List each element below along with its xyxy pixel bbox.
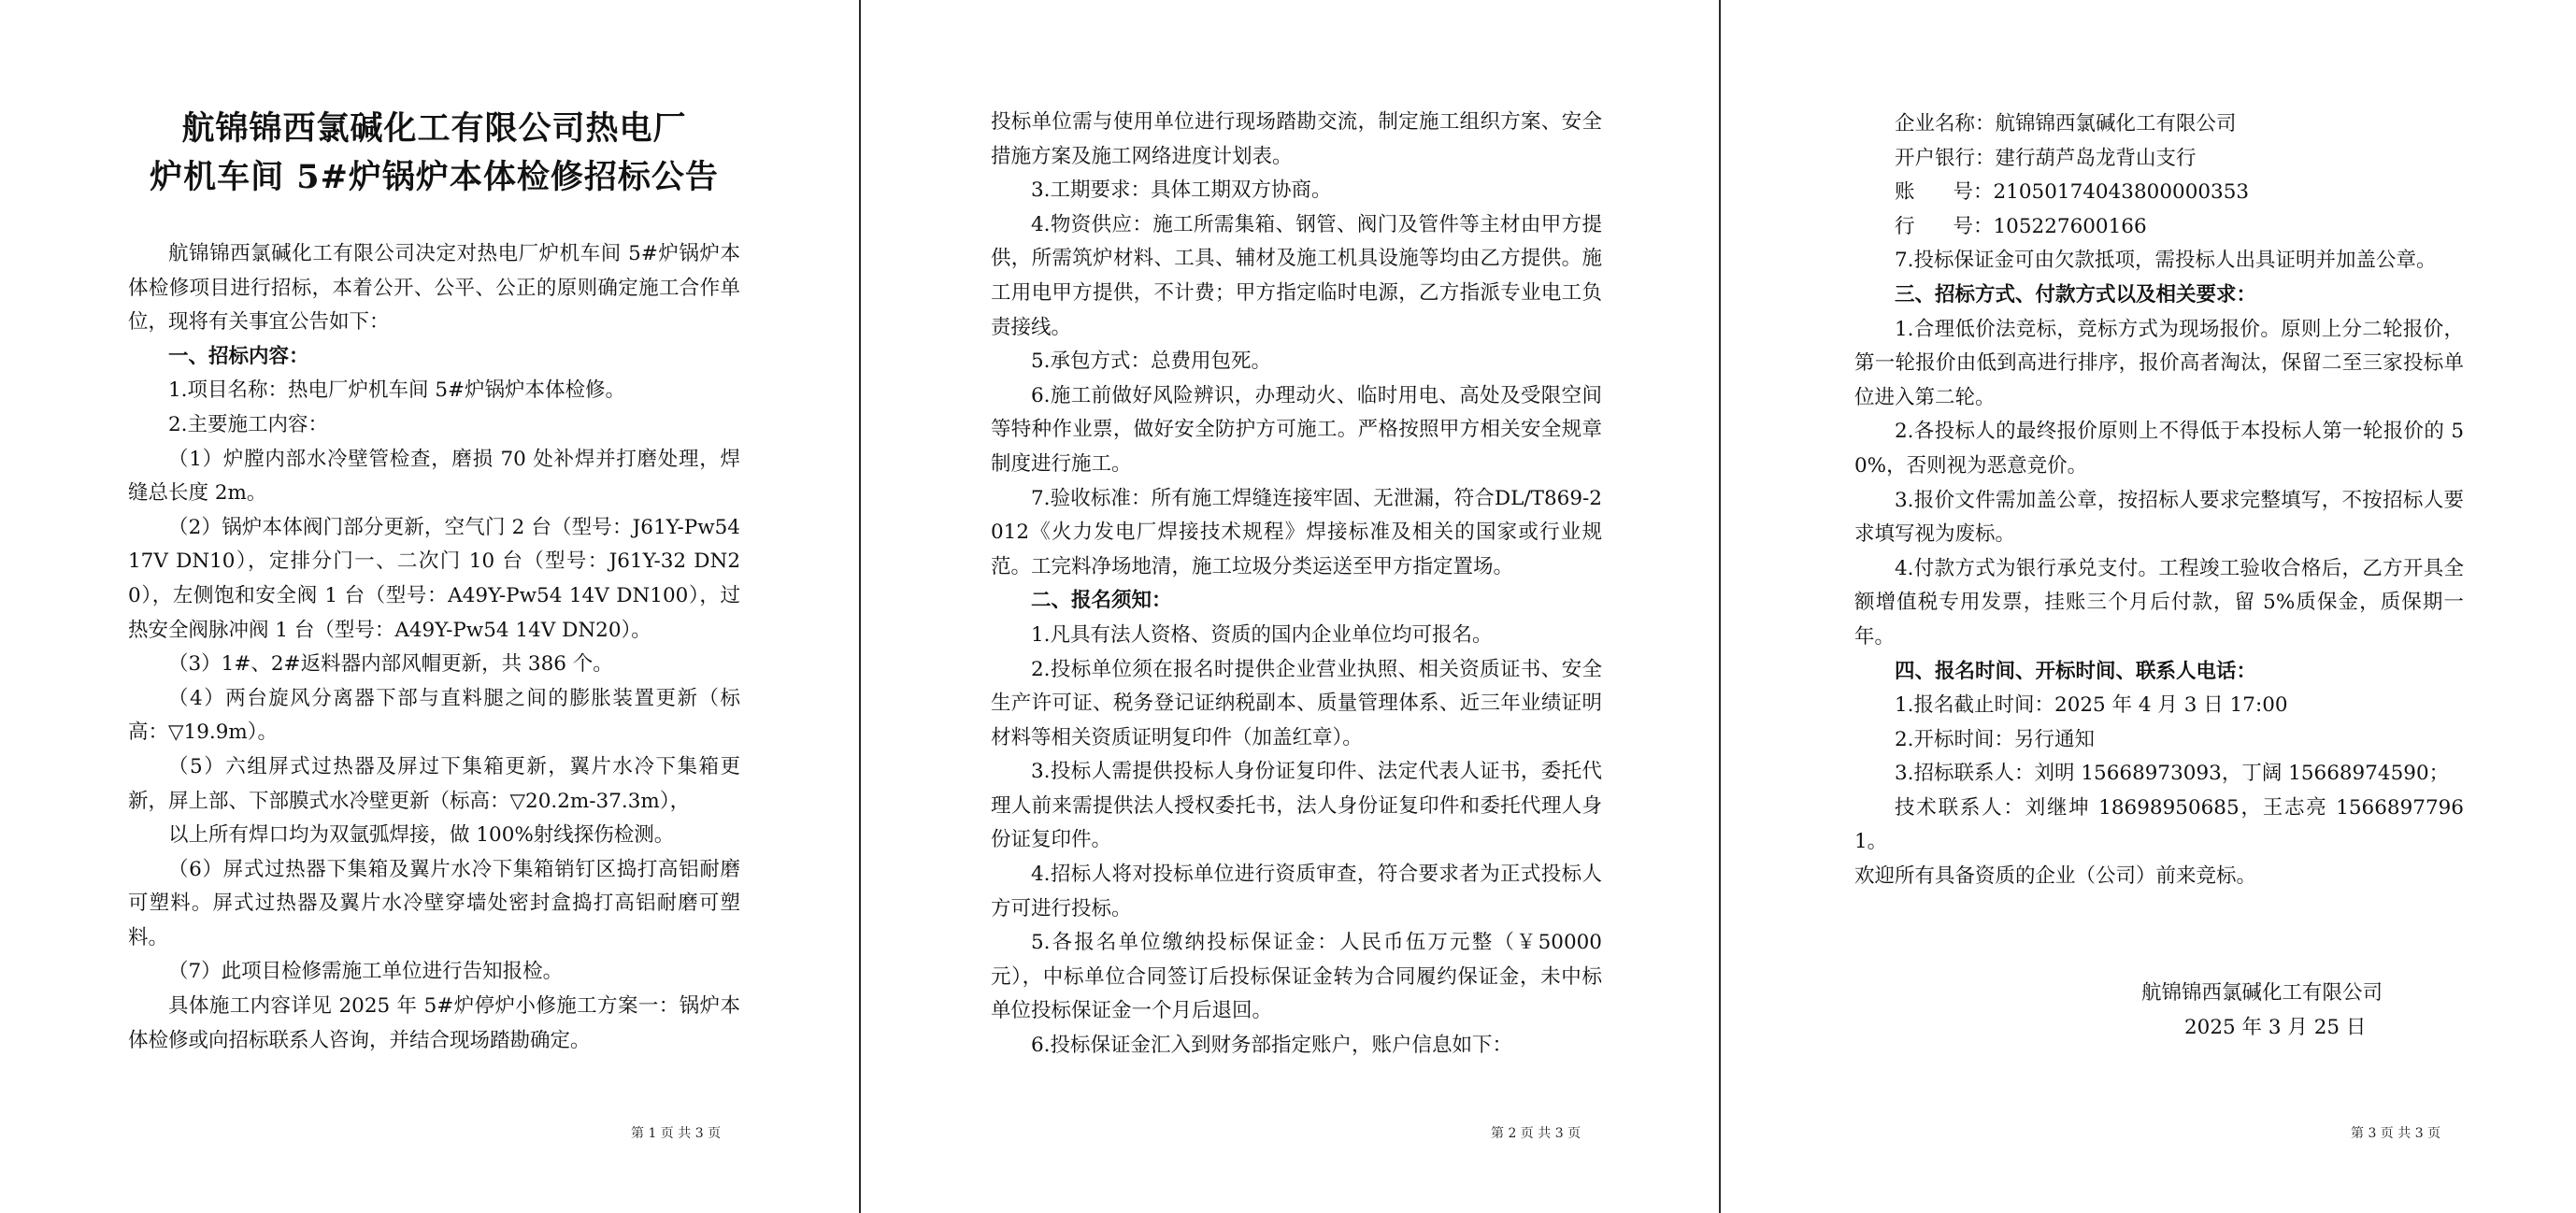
notice-title: [128, 105, 740, 202]
notice-7: 7.投标保证金可由欠款抵项，需投标人出具证明并加盖公章。: [1895, 249, 2437, 273]
requirement-6: 6.施工前做好风险辨识，办理动火、临时用电、高处及受限空间等特种作业票，做好安全防护方可施工。严格按照甲方相关安全规章制度进行施工。: [991, 383, 1602, 476]
account-bank: 开户银行：建行葫芦岛龙背山支行: [1895, 146, 2197, 170]
work-item-3: （3）1#、2#返料器内部风帽更新，共 386 个。: [168, 652, 613, 677]
intro-paragraph: 航锦锦西氯碱化工有限公司决定对热电厂炉机车间 5#炉锅炉本体检修项目进行招标，本着公开、公平、公正的原则确定施工合作单位，现将有关事宜公告如下：: [128, 242, 740, 335]
work-item-2: （2）锅炉本体阀门部分更新，空气门 2 台（型号：J61Y-Pw54 17V DN10），定排分门一、二次门 10 台（型号：J61Y-32 DN20），左侧饱和安全阀 1 台（型号：A49Y-Pw54 14V DN100），过热安全阀脉冲阀 1 台（型号：A49Y-Pw54 14V DN20）。: [128, 515, 740, 642]
requirement-3: 3.工期要求：具体工期双方协商。: [1031, 178, 1332, 203]
continued-paragraph: 投标单位需与使用单位进行现场踏勘交流，制定施工组织方案、安全措施方案及施工网络进度计划表。: [991, 110, 1602, 168]
work-item-4: （4）两台旋风分离器下部与直料腿之间的膨胀装置更新（标高：▽19.9m）。: [128, 686, 740, 745]
page-2-content: [991, 106, 1602, 1063]
account-company: 企业名称：航锦锦西氯碱化工有限公司: [1895, 112, 2237, 136]
bid-contacts: 3.招标联系人：刘明 15668973093，丁阔 15668974590；: [1895, 762, 2450, 786]
deadline: 1.报名截止时间：2025 年 4 月 3 日 17:00: [1895, 693, 2288, 718]
method-4: 4.付款方式为银行承兑支付。工程竣工验收合格后，乙方开具全额增值税专用发票，挂账三个月后付款，留 5%质保金，质保期一年。: [1854, 556, 2464, 649]
main-work-heading: 2.主要施工内容：: [168, 412, 329, 436]
work-item-5: （5）六组屏式过热器及屏过下集箱更新，翼片水冷下集箱更新，屏上部、下部膜式水冷壁更新（标高：▽20.2m-37.3m），: [128, 754, 740, 813]
requirement-7: 7.验收标准：所有施工焊缝连接牢固、无泄漏，符合DL/T869-2012《火力发电厂焊接技术规程》焊接标准及相关的国家或行业规范。工完料净场地清，施工垃圾分类运送至甲方指定置场。: [991, 486, 1602, 578]
opening-time: 2.开标时间：另行通知: [1895, 727, 2096, 751]
page-number-3: 第 3 页 共 3 页: [2351, 1126, 2441, 1141]
signature-company: 航锦锦西氯碱化工有限公司: [2141, 981, 2383, 1005]
title-line-2: 炉机车间 5#炉锅炉本体检修招标公告: [150, 158, 719, 196]
work-item-6: （6）屏式过热器下集箱及翼片水冷下集箱销钉区捣打高铝耐磨可塑料。屏式过热器及翼片水冷壁穿墙处密封盒捣打高铝耐磨可塑料。: [128, 857, 740, 949]
method-1: 1.合理低价法竞标，竞标方式为现场报价。原则上分二轮报价，第一轮报价由低到高进行排序，报价高者淘汰，保留二至三家投标单位进入第二轮。: [1854, 317, 2464, 409]
requirement-4: 4.物资供应：施工所需集箱、钢管、阀门及管件等主材由甲方提供，所需筑炉材料、工具、辅材及施工机具设施等均由乙方提供。施工用电甲方提供，不计费；甲方指定临时电源，乙方指派专业电工负责接线。: [991, 212, 1602, 339]
method-2: 2.各投标人的最终报价原则上不得低于本投标人第一轮报价的 50%，否则视为恶意竞价。: [1854, 420, 2464, 478]
notice-3: 3.投标人需提供投标人身份证复印件、法定代表人证书，委托代理人前来需提供法人授权委托书，法人身份证复印件和委托代理人身份证复印件。: [991, 760, 1602, 852]
notice-6: 6.投标保证金汇入到财务部指定账户，账户信息如下：: [1031, 1034, 1513, 1058]
page-3-content: [1854, 107, 2464, 894]
page-1-content: [128, 105, 740, 1058]
page-2: [861, 0, 1719, 1213]
requirement-5: 5.承包方式：总费用包死。: [1031, 350, 1272, 374]
notice-4: 4.招标人将对投标单位进行资质审查，符合要求者为正式投标人方可进行投标。: [991, 863, 1602, 920]
page-1: [0, 0, 859, 1213]
bank-number: 行 号：105227600166: [1895, 214, 2147, 238]
work-item-1: （1）炉膛内部水冷壁管检查，磨损 70 处补焊并打磨处理，焊缝总长度 2m。: [128, 447, 740, 506]
title-line-1: 航锦锦西氯碱化工有限公司热电厂: [181, 109, 687, 148]
signature-date: 2025 年 3 月 25 日: [2184, 1016, 2367, 1039]
section-4-heading: 四、报名时间、开标时间、联系人电话：: [1895, 659, 2257, 683]
work-item-7: （7）此项目检修需施工单位进行告知报检。: [168, 960, 564, 984]
section-2-heading: 二、报名须知：: [1031, 589, 1172, 613]
tech-contacts: 技术联系人：刘继坤 18698950685，王志亮 15668977961。: [1854, 795, 2464, 854]
notice-1: 1.凡具有法人资格、资质的国内企业单位均可报名。: [1031, 622, 1493, 647]
method-3: 3.报价文件需加盖公章，按招标人要求完整填写，不按招标人要求填写视为废标。: [1854, 488, 2464, 547]
detail-paragraph: 具体施工内容详见 2025 年 5#炉停炉小修施工方案一：锅炉本体检修或向招标联系人咨询，并结合现场踏勘确定。: [128, 994, 740, 1052]
welcome-line: 欢迎所有具备资质的企业（公司）前来竞标。: [1854, 864, 2257, 889]
page-number-2: 第 2 页 共 3 页: [1491, 1126, 1581, 1141]
section-1-heading: 一、招标内容：: [168, 344, 309, 368]
project-name: 1.项目名称：热电厂炉机车间 5#炉锅炉本体检修。: [168, 378, 626, 403]
page-3: [1721, 0, 2576, 1213]
notice-2: 2.投标单位须在报名时提供企业营业执照、相关资质证书、安全生产许可证、税务登记证纳税副本、质量管理体系、近三年业绩证明材料等相关资质证明复印件（加盖红章）。: [991, 657, 1602, 749]
section-3-heading: 三、招标方式、付款方式以及相关要求：: [1895, 282, 2257, 307]
page-number-1: 第 1 页 共 3 页: [631, 1126, 722, 1141]
notice-5: 5.各报名单位缴纳投标保证金：人民币伍万元整（￥50000 元），中标单位合同签订后投标保证金转为合同履约保证金，未中标单位投标保证金一个月后退回。: [991, 931, 1602, 1023]
account-number: 账 号：21050174043800000353: [1895, 180, 2250, 205]
weld-note: 以上所有焊口均为双氩弧焊接，做 100%射线探伤检测。: [168, 823, 675, 848]
